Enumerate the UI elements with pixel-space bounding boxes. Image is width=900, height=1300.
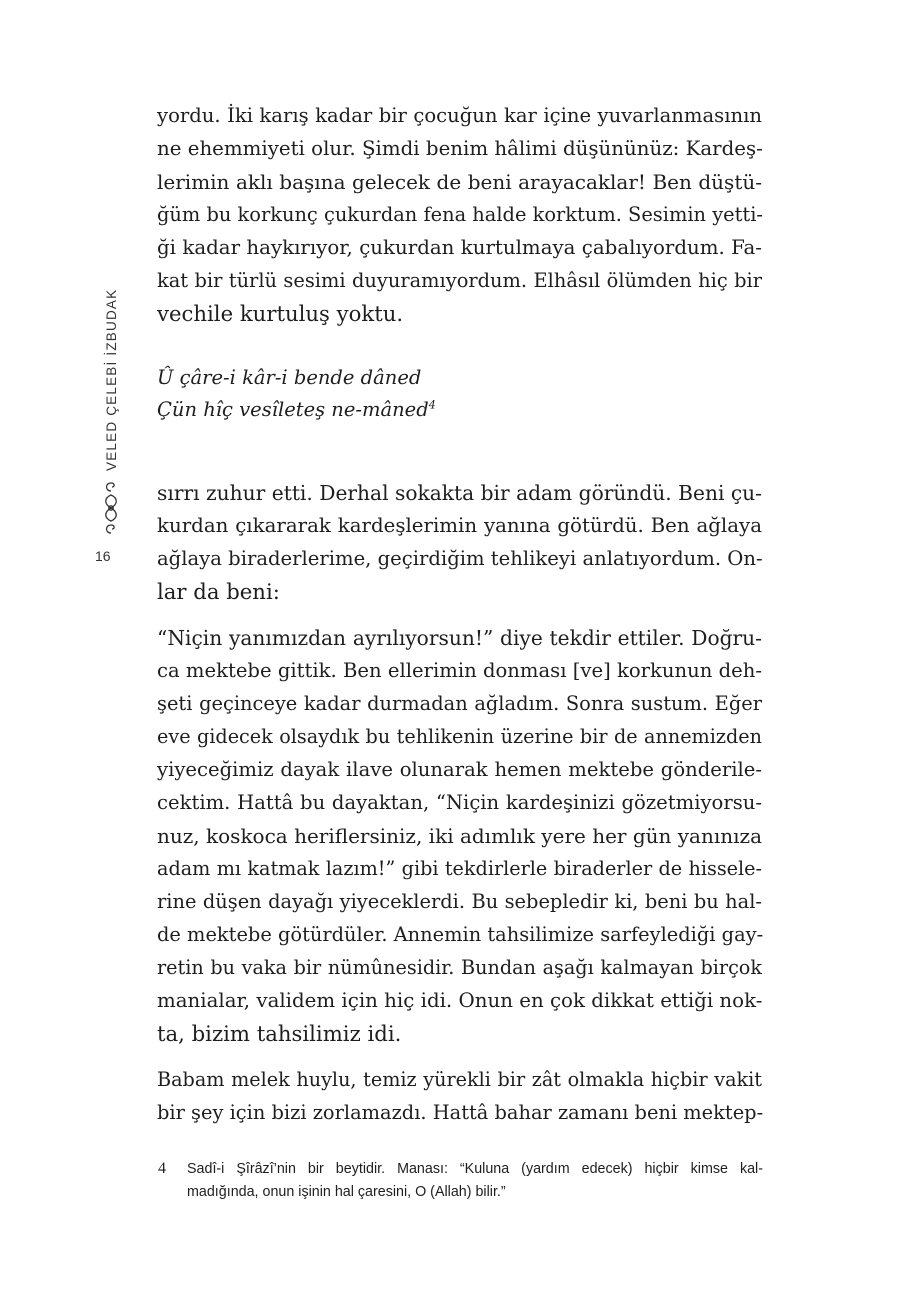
text-line: retin bu vaka bir nümûnesidir. Bundan aşağı kalmayan birçok — [157, 956, 762, 979]
text-line: kurdan çıkararak kardeşlerimin yanına götürdü. Ben ağlaya — [157, 514, 762, 537]
text-line: kat bir türlü sesimi duyuramıyordum. Elhâsıl ölümden hiç bir — [157, 269, 762, 292]
text-line: manialar, validem için hiç idi. Onun en çok dikkat ettiği nok- — [157, 989, 763, 1012]
side-running-head — [102, 289, 120, 535]
text-line: ği kadar haykırıyor, çukurdan kurtulmaya çabalıyordum. Fa- — [157, 236, 762, 259]
text-line: ğüm bu korkunç çukurdan fena halde korktum. Sesimin yetti- — [157, 203, 763, 226]
verse-line-2-text: Çün hîç vesîleteş ne-mâned — [157, 398, 429, 421]
text-line: de mektebe götürdüler. Annemin tahsilimize sarfeylediği gay- — [157, 923, 764, 946]
verse-line-2 — [157, 394, 436, 426]
text-line: vechile kurtuluş yoktu. — [157, 301, 404, 326]
text-line: ta, bizim tahsilimiz idi. — [157, 1021, 402, 1046]
text-line: ca mektebe gittik. Ben ellerimin donması [ve] korkunun deh- — [157, 659, 762, 682]
text-line: Babam melek huylu, temiz yürekli bir zât olmakla hiçbir vakit — [157, 1068, 762, 1091]
text-line: ne ehemmiyeti olur. Şimdi benim hâlimi düşününüz: Kardeş- — [157, 137, 763, 160]
text-line: rine düşen dayağı yiyeceklerdi. Bu sebepledir ki, beni bu hal- — [157, 890, 762, 913]
text-line: nuz, koskoca heriflersiniz, iki adımlık yere her gün yanınıza — [157, 824, 762, 848]
text-line: bir şey için bizi zorlamazdı. Hattâ bahar zamanı beni mektep- — [157, 1101, 764, 1124]
text-line: cektim. Hattâ bu dayaktan, “Niçin kardeşinizi gözetmiyorsu- — [157, 791, 762, 814]
text-line: ağlaya biraderlerime, geçirdiğim tehlikeyi anlatıyordum. On- — [157, 547, 763, 570]
footnote-reference[interactable]: 4 — [428, 398, 436, 412]
text-line: lerimin aklı başına gelecek de beni arayacaklar! Ben düştü- — [157, 170, 762, 194]
text-line: sırrı zuhur etti. Derhal sokakta bir adam göründü. Beni çu- — [157, 481, 762, 505]
text-line: adam mı katmak lazım!” gibi tekdirlerle biraderler de hissele- — [157, 857, 762, 880]
footnote-line: madığında, onun işinin hal çaresini, O (Allah) bilir.” — [187, 1184, 506, 1200]
scroll-ornament-icon — [102, 481, 120, 535]
verse-line-1: Û çâre-i kâr-i bende dâned — [157, 366, 422, 389]
footnote-number: 4 — [158, 1160, 166, 1177]
footnote-line: Sadî-i Şîrâzî’nin bir beytidir. Manası: “Kuluna (yardım edecek) hiçbir kimse kal- — [187, 1161, 763, 1177]
text-line: yiyeceğimiz dayak ilave olunarak hemen mektebe gönderile- — [157, 758, 762, 781]
text-line: lar da beni: — [157, 579, 280, 604]
text-line: “Niçin yanımızdan ayrılıyorsun!” diye tekdir ettiler. Doğru- — [157, 626, 762, 650]
text-line: şeti geçinceye kadar durmadan ağladım. Sonra sustum. Eğer — [157, 692, 762, 715]
running-head-text: VELED ÇELEBİ İZBUDAK — [103, 288, 119, 471]
text-line: eve gidecek olsaydık bu tehlikenin üzerine bir de annemizden — [157, 725, 762, 748]
text-line: yordu. İki karış kadar bir çocuğun kar içine yuvarlanmasının — [157, 104, 762, 127]
page-number: 16 — [95, 548, 111, 564]
